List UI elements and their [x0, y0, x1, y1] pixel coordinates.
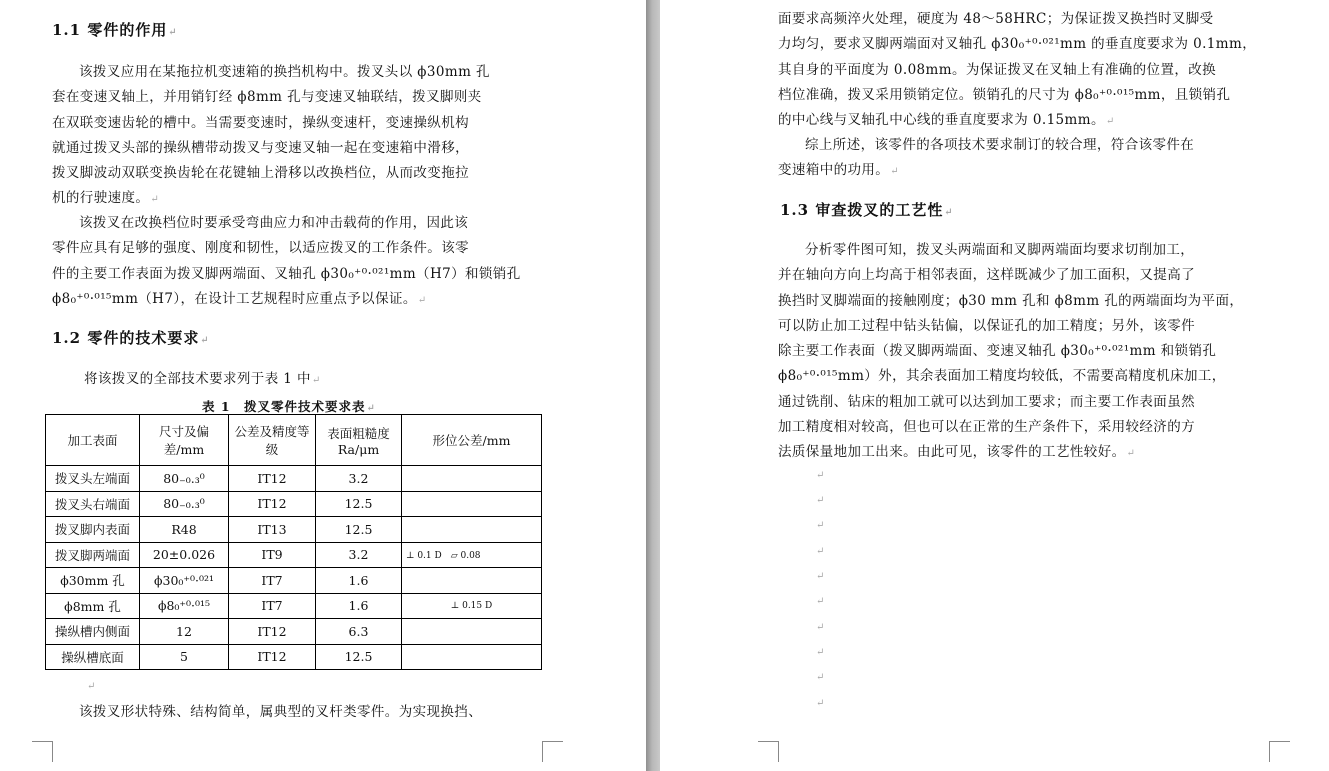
page-corner-mark	[1269, 741, 1290, 762]
table-row	[46, 568, 542, 594]
text-line: 换挡时叉脚端面的接触刚度；ϕ30 mm 孔和 ϕ8mm 孔的两端面均为平面，	[778, 292, 1244, 309]
table-cell: ϕ8₀⁺⁰·⁰¹⁵	[140, 593, 229, 619]
table-cell: 拨叉脚内表面	[46, 517, 140, 543]
table-cell: ⊥ 0.1 D ⏥ 0.08	[402, 542, 542, 568]
table-cell	[402, 491, 542, 517]
table-cell: 3.2	[316, 542, 402, 568]
paragraph-table-intro	[84, 367, 544, 392]
page-corner-mark	[542, 741, 563, 762]
table-cell: ϕ30₀⁺⁰·⁰²¹	[140, 568, 229, 594]
table-cell: IT7	[229, 593, 316, 619]
heading-1-2: 1.2 零件的技术要求↵	[52, 329, 210, 347]
table-header-cell: 形位公差/mm	[402, 415, 542, 466]
empty-paragraph-mark: ↵	[816, 596, 825, 607]
paragraph-manufacturability	[778, 238, 1268, 466]
table-row	[46, 466, 542, 492]
table-header-row	[46, 415, 542, 466]
text-line: ϕ8₀⁺⁰·⁰¹⁵mm（H7），在设计工艺规程时应重点予以保证。↵	[52, 290, 427, 307]
table-header-cell: 表面粗糙度 Ra/μm	[316, 415, 402, 466]
paragraph-summary	[778, 133, 1268, 184]
table-row	[46, 644, 542, 670]
text-line: 件的主要工作表面为拨叉脚两端面、叉轴孔 ϕ30₀⁺⁰·⁰²¹mm（H7）和锁销孔	[52, 265, 521, 282]
text-line: 在双联变速齿轮的槽中。当需要变速时，操纵变速杆，变速操纵机构	[52, 114, 469, 131]
table-header-cell: 加工表面	[46, 415, 140, 466]
table-row	[46, 491, 542, 517]
text-line: 该拨叉形状特殊、结构简单，属典型的叉杆类零件。为实现换挡、	[79, 704, 483, 720]
page-corner-mark	[32, 741, 53, 762]
text-line: 零件应具有足够的强度、刚度和韧性，以适应拨叉的工作条件。该零	[52, 240, 469, 257]
heading-1-3: 1.3 审查拨叉的工艺性↵	[780, 201, 954, 219]
text-line: 并在轴向方向上均高于相邻表面，这样既减少了加工面积，又提高了	[778, 267, 1195, 284]
text-line: 该拨叉应用在某拖拉机变速箱的换挡机构中。拨叉头以 ϕ30mm 孔	[79, 64, 490, 80]
text-line: 除主要工作表面（拨叉脚两端面、变速叉轴孔 ϕ30₀⁺⁰·⁰²¹mm 和锁销孔	[778, 343, 1217, 360]
table-cell: 12.5	[316, 644, 402, 670]
table-cell: 6.3	[316, 619, 402, 645]
table-cell: 12	[140, 619, 229, 645]
table-cell: R48	[140, 517, 229, 543]
table-cell: 80₋₀.₃⁰	[140, 466, 229, 492]
text-line: 其自身的平面度为 0.08mm。为保证拨叉在叉轴上有准确的位置，改换	[778, 61, 1217, 78]
table-cell: IT9	[229, 542, 316, 568]
table-cell: ϕ30mm 孔	[46, 568, 140, 594]
table-cell: IT12	[229, 619, 316, 645]
table-cell	[402, 568, 542, 594]
table-cell: 操纵槽内侧面	[46, 619, 140, 645]
table-cell	[402, 466, 542, 492]
table-cell: 80₋₀.₃⁰	[140, 491, 229, 517]
empty-paragraph-mark: ↵	[816, 647, 825, 658]
paragraph-function	[52, 60, 542, 212]
table-cell: 操纵槽底面	[46, 644, 140, 670]
paragraph-loads	[52, 211, 542, 312]
text-line: 将该拨叉的全部技术要求列于表 1 中↵	[84, 371, 321, 387]
table-header-cell: 公差及精度等级	[229, 415, 316, 466]
table-cell: 拨叉脚两端面	[46, 542, 140, 568]
table-cell: 20±0.026	[140, 542, 229, 568]
table-cell: 1.6	[316, 593, 402, 619]
text-line: 面要求高频淬火处理，硬度为 48～58HRC；为保证拨叉换挡时叉脚受	[778, 11, 1214, 27]
table-cell: IT12	[229, 491, 316, 517]
empty-paragraph-mark: ↵	[816, 571, 825, 582]
text-line: 该拨叉在改换档位时要承受弯曲应力和冲击载荷的作用，因此该	[79, 215, 469, 231]
heading-1-1: 1.1 零件的作用↵	[52, 21, 178, 39]
empty-paragraph-mark: ↵	[816, 546, 825, 557]
text-line: 变速箱中的功用。↵	[778, 162, 899, 179]
text-line: ϕ8₀⁺⁰·⁰¹⁵mm）外，其余表面加工精度均较低，不需要高精度机床加工，	[778, 368, 1226, 385]
empty-paragraph-mark: ↵	[87, 681, 96, 692]
text-line: 法质保量地加工出来。由此可见，该零件的工艺性较好。↵	[778, 444, 1136, 461]
table-caption: 表 1 拨叉零件技术要求表↵	[202, 399, 376, 414]
table-row	[46, 619, 542, 645]
table-cell: 1.6	[316, 568, 402, 594]
table-cell	[402, 517, 542, 543]
empty-paragraph-mark: ↵	[816, 520, 825, 531]
table-cell: IT12	[229, 644, 316, 670]
paragraph-shape	[52, 700, 542, 725]
document-page-left	[0, 0, 646, 771]
table-cell: 拨叉头右端面	[46, 491, 140, 517]
table-row	[46, 593, 542, 619]
empty-paragraph-mark: ↵	[816, 672, 825, 683]
table-cell: ϕ8mm 孔	[46, 593, 140, 619]
text-line: 综上所述，该零件的各项技术要求制订的较合理，符合该零件在	[805, 137, 1195, 153]
table-cell: IT13	[229, 517, 316, 543]
text-line: 的中心线与叉轴孔中心线的垂直度要求为 0.15mm。↵	[778, 112, 1115, 129]
table-row	[46, 517, 542, 543]
text-line: 拨叉脚波动双联变换齿轮在花键轴上滑移以改换档位，从而改变拖拉	[52, 165, 469, 182]
text-line: 分析零件图可知，拨叉头两端面和叉脚两端面均要求切削加工，	[805, 242, 1195, 258]
empty-paragraph-mark: ↵	[816, 495, 825, 506]
text-line: 力均匀，要求叉脚两端面对叉轴孔 ϕ30₀⁺⁰·⁰²¹mm 的垂直度要求为 0.1mm，	[778, 36, 1257, 53]
table-row	[46, 542, 542, 568]
table-header-cell: 尺寸及偏差/mm	[140, 415, 229, 466]
text-line: 加工精度相对较高，但也可以在正常的生产条件下，采用较经济的方	[778, 419, 1195, 436]
table-cell: 12.5	[316, 491, 402, 517]
table-cell: 拨叉头左端面	[46, 466, 140, 492]
text-line: 通过铣削、钻床的粗加工就可以达到加工要求；而主要工作表面虽然	[778, 393, 1195, 410]
text-line: 档位准确，拨叉采用锁销定位。锁销孔的尺寸为 ϕ8₀⁺⁰·⁰¹⁵mm，且锁销孔	[778, 86, 1231, 103]
table-cell	[402, 644, 542, 670]
table-cell: IT12	[229, 466, 316, 492]
paragraph-requirements	[778, 7, 1268, 133]
empty-paragraph-mark: ↵	[816, 470, 825, 481]
page-gutter	[646, 0, 660, 771]
table-cell: 12.5	[316, 517, 402, 543]
document-page-right	[660, 0, 1329, 771]
table-cell: 5	[140, 644, 229, 670]
empty-paragraph-mark: ↵	[816, 622, 825, 633]
tech-requirements-table	[45, 414, 542, 670]
text-line: 套在变速叉轴上，并用销钉经 ϕ8mm 孔与变速叉轴联结，拨叉脚则夹	[52, 89, 482, 106]
table-cell: ⊥ 0.15 D	[402, 593, 542, 619]
empty-paragraph-mark: ↵	[816, 698, 825, 709]
table-cell: IT7	[229, 568, 316, 594]
page-corner-mark	[758, 741, 779, 762]
text-line: 就通过拨叉头部的操纵槽带动拨叉与变速叉轴一起在变速箱中滑移，	[52, 139, 469, 156]
table-cell	[402, 619, 542, 645]
text-line: 机的行驶速度。↵	[52, 190, 160, 207]
table-cell: 3.2	[316, 466, 402, 492]
text-line: 可以防止加工过程中钻头钻偏，以保证孔的加工精度；另外，该零件	[778, 317, 1195, 334]
